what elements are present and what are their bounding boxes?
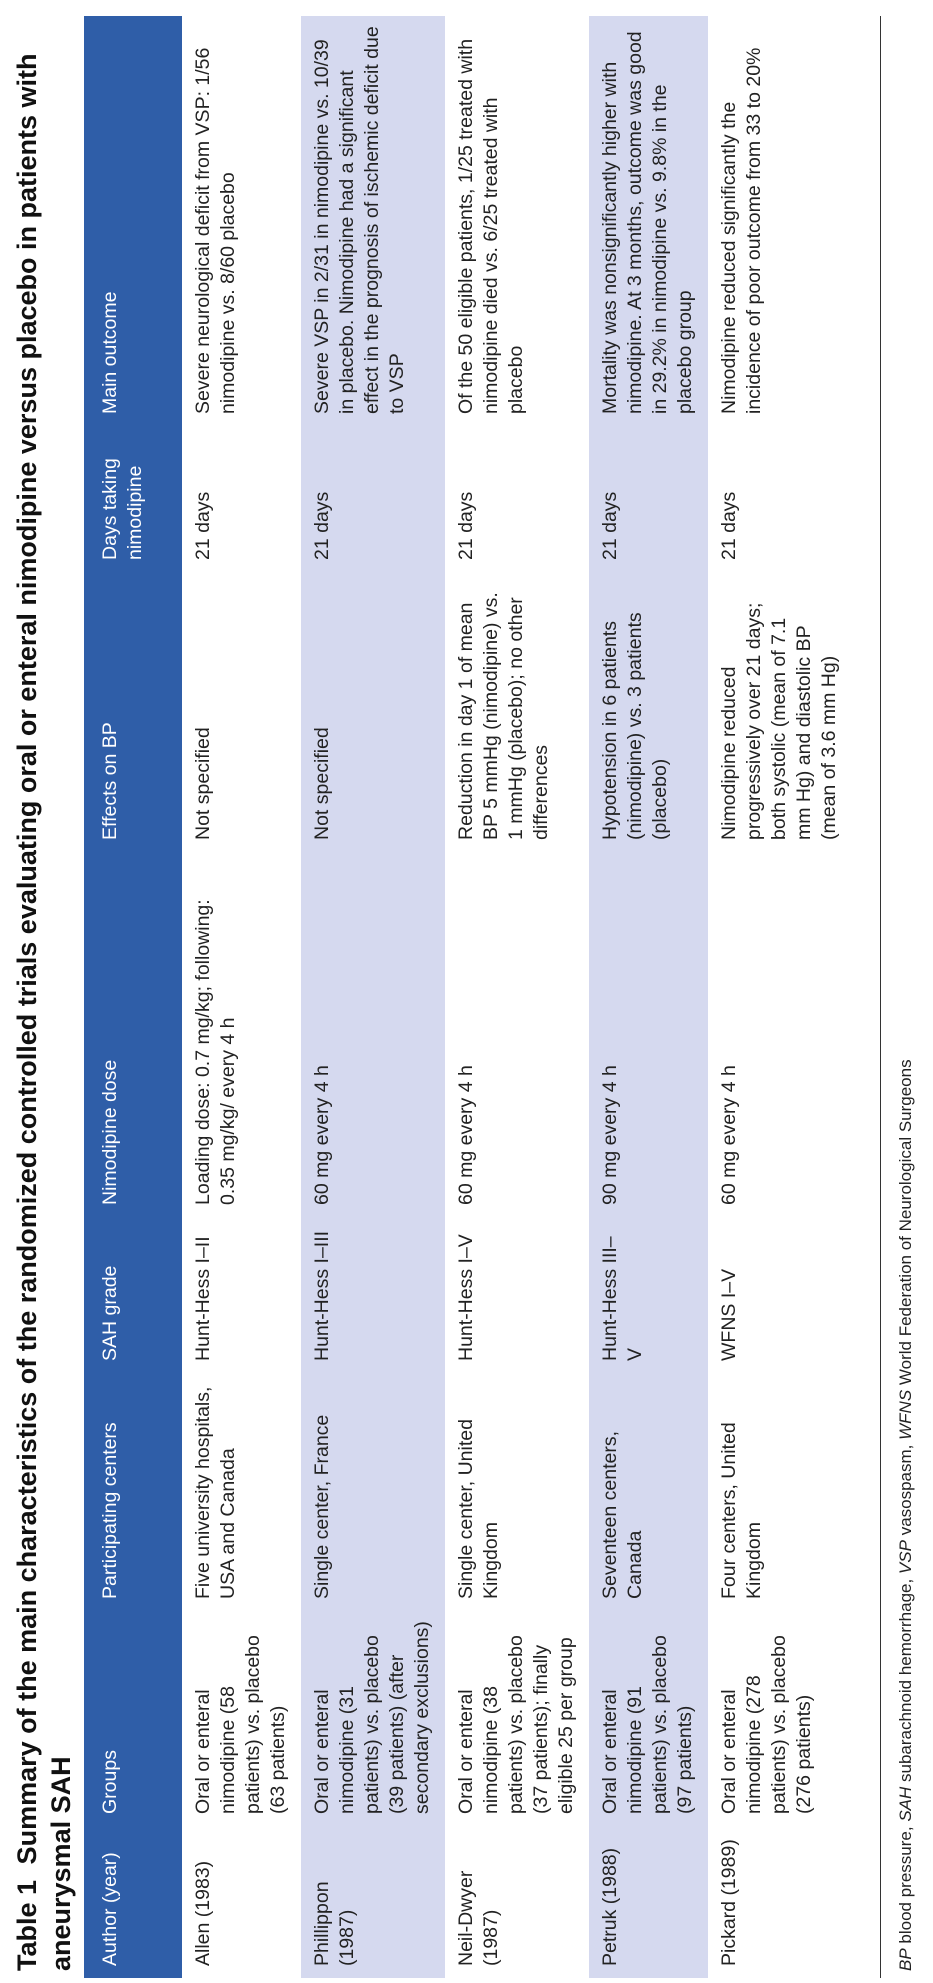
abbr-wfns-def: World Federation of Neurological Surgeons [896, 1059, 915, 1390]
cell-days: 21 days [301, 426, 445, 572]
cell-dose: 60 mg every 4 h [455, 1065, 477, 1205]
col-header-sah-grade: SAH grade [84, 1217, 182, 1373]
cell-author: Phillippon (1987) [301, 1826, 445, 1978]
table-row [589, 16, 708, 1978]
cell-days: 21 days [589, 426, 708, 572]
cell-bp: Hypotension in 6 patients (nimodipine) vs. 3 patients (placebo) [589, 572, 708, 852]
cell-grade: Hunt-Hess I–II [192, 1236, 214, 1361]
col-header-days: Days taking nimodipine [84, 426, 182, 572]
col-header-bp: Effects on BP [84, 572, 182, 852]
table-bottom-rule [880, 16, 881, 1978]
table-row [182, 16, 301, 1978]
table-row [445, 16, 589, 1978]
cell-outcome: Mortality was nonsignificantly higher with nimodipine. At 3 months, outcome was good in 29.2% in nimodipine vs. 9.8% in the placebo group [589, 16, 708, 426]
cell-outcome: Severe neurological deficit from VSP: 1/56 nimodipine vs. 8/60 placebo [192, 47, 239, 414]
cell-bp: Not specified [192, 727, 214, 840]
col-header-author: Author (year) [84, 1826, 182, 1978]
cell-grade: Hunt-Hess III–V [589, 1217, 708, 1373]
cell-groups: Oral or enteral nimodipine (91 patients) vs. placebo (97 patients) [589, 1611, 708, 1826]
abbr-sah-def: subarachnoid hemorrhage, [896, 1574, 915, 1787]
cell-author: Pickard (1989) [718, 1839, 740, 1966]
abbr-bp-def: blood pressure, [896, 1821, 915, 1949]
cell-groups: Oral or enteral nimodipine (38 patients) vs. placebo (37 patients); finally eligible 25 per group [455, 1635, 577, 1814]
cell-days: 21 days [455, 491, 477, 560]
cell-centers: Four centers, United Kingdom [718, 1422, 765, 1599]
trials-table [84, 16, 852, 1978]
col-header-centers: Participating centers [84, 1373, 182, 1611]
cell-groups: Oral or enteral nimodipine (278 patients) vs. placebo (276 patients) [718, 1635, 815, 1814]
cell-author: Allen (1983) [192, 1860, 214, 1966]
table-row [708, 16, 852, 1978]
cell-days: 21 days [192, 491, 214, 560]
abbr-sah: SAH [896, 1786, 915, 1822]
cell-centers: Single center, United Kingdom [455, 1419, 502, 1599]
cell-groups: Oral or enteral nimodipine (58 patients) vs. placebo (63 patients) [192, 1635, 289, 1814]
cell-bp: Not specified [301, 572, 445, 852]
table-label: Table 1 [12, 1879, 42, 1971]
cell-dose: Loading dose: 0.7 mg/kg; following: 0.35 mg/kg/ every 4 h [192, 899, 239, 1205]
cell-outcome: Of the 50 eligible patients, 1/25 treated with nimodipine died vs. 6/25 treated with placebo [455, 38, 527, 414]
cell-days: 21 days [718, 491, 740, 560]
cell-bp: Nimodipine reduced progressively over 21 days; both systolic (mean of 7.1 mm Hg) and diastolic BP (mean of 3.6 mm Hg) [718, 602, 840, 840]
table-header-row [84, 16, 182, 1978]
cell-centers: Five university hospitals, USA and Canada [192, 1386, 239, 1599]
abbr-vsp-def: vasospasm, [896, 1439, 915, 1541]
cell-outcome: Severe VSP in 2/31 in nimodipine vs. 10/39 in placebo. Nimodipine had a significant effect in the prognosis of ischemic deficit due to VSP [301, 16, 445, 426]
abbr-wfns: WFNS [896, 1389, 915, 1440]
table-footnote [895, 31, 917, 1971]
cell-grade: Hunt-Hess I–V [455, 1234, 477, 1361]
cell-outcome: Nimodipine reduced significantly the incidence of poor outcome from 33 to 20% [718, 47, 765, 414]
cell-grade: WFNS I–V [718, 1268, 740, 1361]
table-row [301, 16, 445, 1978]
cell-dose: 90 mg every 4 h [589, 852, 708, 1217]
cell-centers: Seventeen centers, Canada [589, 1373, 708, 1611]
cell-dose: 60 mg every 4 h [301, 852, 445, 1217]
cell-centers: Single center, France [301, 1373, 445, 1611]
col-header-groups: Groups [84, 1611, 182, 1826]
cell-grade: Hunt-Hess I–III [301, 1217, 445, 1373]
cell-bp: Reduction in day 1 of mean BP 5 mmHg (nimodipine) vs. 1 mmHg (placebo); no other differences [455, 592, 552, 840]
cell-author: Petruk (1988) [589, 1826, 708, 1978]
col-header-outcome: Main outcome [84, 16, 182, 426]
abbr-bp: BP [896, 1948, 915, 1971]
cell-dose: 60 mg every 4 h [718, 1065, 740, 1205]
col-header-dose: Nimodipine dose [84, 852, 182, 1217]
abbr-vsp: VSP [896, 1540, 915, 1575]
table-caption-text: Summary of the main characteristics of the randomized controlled trials evaluating oral or enteral nimodipine versus placebo in patients with aneurysmal SAH [12, 53, 76, 1971]
table-caption [10, 31, 78, 1971]
cell-author: Neil-Dwyer (1987) [455, 1870, 502, 1966]
cell-groups: Oral or enteral nimodipine (31 patients) vs. placebo (39 patients) (after secondary exclusions) [301, 1611, 445, 1826]
